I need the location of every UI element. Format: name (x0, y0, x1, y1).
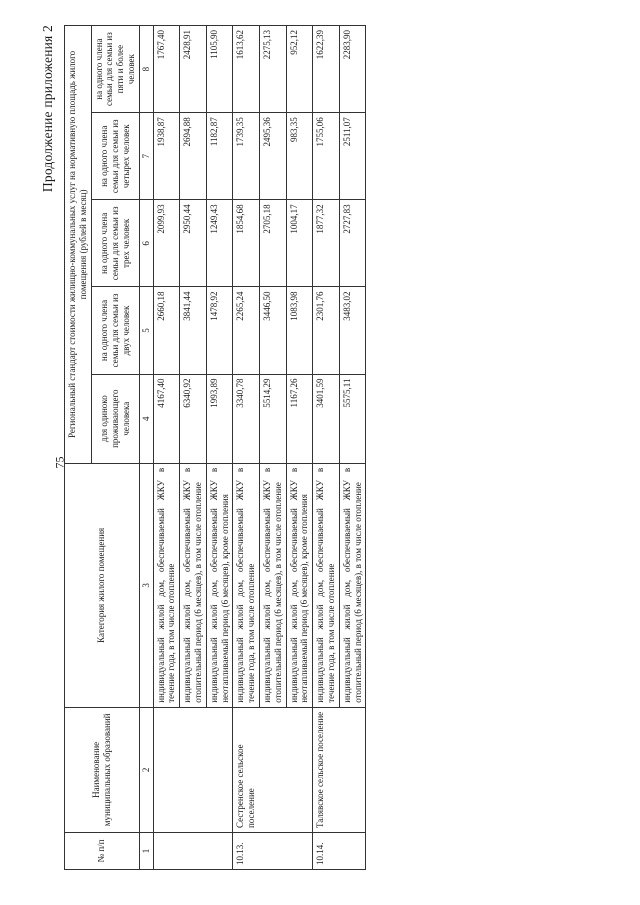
value-family-4: 983,35 (286, 113, 313, 200)
value-family-3: 2727,83 (339, 200, 366, 287)
utility-cost-table (64, 25, 366, 870)
value-single: 3401,59 (313, 374, 340, 463)
value-family-5: 952,12 (286, 26, 313, 113)
row-number: 10.14. (313, 832, 366, 869)
housing-category: индивидуальный жилой дом, обеспечиваемый ЖКУ в отопительный период (6 месяцев), в том числе отопление (259, 463, 286, 707)
value-family-2: 1083,98 (286, 287, 313, 374)
table-row (313, 26, 340, 870)
value-family-5: 1767,40 (153, 26, 180, 113)
value-family-3: 1249,43 (206, 200, 233, 287)
value-single: 5575,11 (339, 374, 366, 463)
value-family-3: 1877,32 (313, 200, 340, 287)
housing-category: индивидуальный жилой дом, обеспечиваемый ЖКУ в неотапливаемый период (6 месяцев), кроме отопления (286, 463, 313, 707)
value-family-4: 1938,87 (153, 113, 180, 200)
row-number (153, 832, 233, 869)
header-standard-group: Региональный стандарт стоимости жилищно-коммунальных услуг на нормативную площадь жилого помещения (рублей в месяц) (65, 26, 92, 464)
value-family-4: 2495,36 (259, 113, 286, 200)
header-family-2: на одного члена семьи для семьи из двух человек (91, 287, 139, 374)
value-single: 3340,78 (233, 374, 260, 463)
appendix-title: Продолжение приложения 2 (40, 25, 55, 193)
municipality-name (153, 707, 233, 832)
value-family-3: 1004,17 (286, 200, 313, 287)
value-family-3: 2099,93 (153, 200, 180, 287)
value-single: 4167,40 (153, 374, 180, 463)
index-cell: 3 (139, 463, 153, 707)
index-cell: 7 (139, 113, 153, 200)
value-single: 1993,89 (206, 374, 233, 463)
value-family-4: 2511,07 (339, 113, 366, 200)
header-no: № п/п (65, 832, 140, 869)
header-category: Категория жилого помещения (65, 463, 140, 707)
table-row (233, 26, 260, 870)
value-family-2: 3841,44 (180, 287, 207, 374)
value-family-2: 1478,92 (206, 287, 233, 374)
index-cell: 4 (139, 374, 153, 463)
value-family-5: 1613,62 (233, 26, 260, 113)
value-family-5: 2283,90 (339, 26, 366, 113)
value-family-4: 2694,88 (180, 113, 207, 200)
index-cell: 2 (139, 707, 153, 832)
header-single: для одиноко проживающего человека (91, 374, 139, 463)
value-family-3: 2705,18 (259, 200, 286, 287)
index-cell: 8 (139, 26, 153, 113)
value-single: 6340,92 (180, 374, 207, 463)
value-family-2: 3483,02 (339, 287, 366, 374)
index-cell: 6 (139, 200, 153, 287)
value-family-3: 1854,68 (233, 200, 260, 287)
header-municipality: Наименование муниципальных образований (65, 707, 140, 832)
header-row-main (65, 26, 92, 870)
value-family-3: 2950,44 (180, 200, 207, 287)
value-family-5: 2428,91 (180, 26, 207, 113)
municipality-name: Сестренское сельское поселение (233, 707, 313, 832)
housing-category: индивидуальный жилой дом, обеспечиваемый ЖКУ в течение года, в том числе отопление (233, 463, 260, 707)
value-family-2: 2660,18 (153, 287, 180, 374)
value-family-4: 1739,35 (233, 113, 260, 200)
page-number: 75 (52, 456, 67, 469)
value-single: 5514,29 (259, 374, 286, 463)
header-family-3: на одного члена семьи для семьи из трех человек (91, 200, 139, 287)
housing-category: индивидуальный жилой дом, обеспечиваемый ЖКУ в неотапливаемый период (6 месяцев), кроме отопления (206, 463, 233, 707)
index-cell: 1 (139, 832, 153, 869)
index-row (139, 26, 153, 870)
row-number: 10.13. (233, 832, 313, 869)
municipality-name: Талявское сельское поселение (313, 707, 366, 832)
table-row (153, 26, 180, 870)
value-single: 1167,26 (286, 374, 313, 463)
value-family-4: 1182,87 (206, 113, 233, 200)
housing-category: индивидуальный жилой дом, обеспечиваемый ЖКУ в течение года, в том числе отопление (313, 463, 340, 707)
value-family-5: 1622,39 (313, 26, 340, 113)
value-family-2: 2265,24 (233, 287, 260, 374)
rotated-document (40, 25, 600, 870)
header-family-4: на одного члена семьи для семьи из четырех человек (91, 113, 139, 200)
value-family-4: 1755,06 (313, 113, 340, 200)
index-cell: 5 (139, 287, 153, 374)
value-family-2: 3446,50 (259, 287, 286, 374)
header-family-5: на одного члена семьи для семьи из пяти и более человек (91, 26, 139, 113)
value-family-5: 1105,90 (206, 26, 233, 113)
housing-category: индивидуальный жилой дом, обеспечиваемый ЖКУ в отопительный период (6 месяцев), в том числе отопление (180, 463, 207, 707)
value-family-2: 2301,76 (313, 287, 340, 374)
housing-category: индивидуальный жилой дом, обеспечиваемый ЖКУ в течение года, в том числе отопление (153, 463, 180, 707)
value-family-5: 2275,13 (259, 26, 286, 113)
housing-category: индивидуальный жилой дом, обеспечиваемый ЖКУ в отопительный период (6 месяцев), в том числе отопление (339, 463, 366, 707)
